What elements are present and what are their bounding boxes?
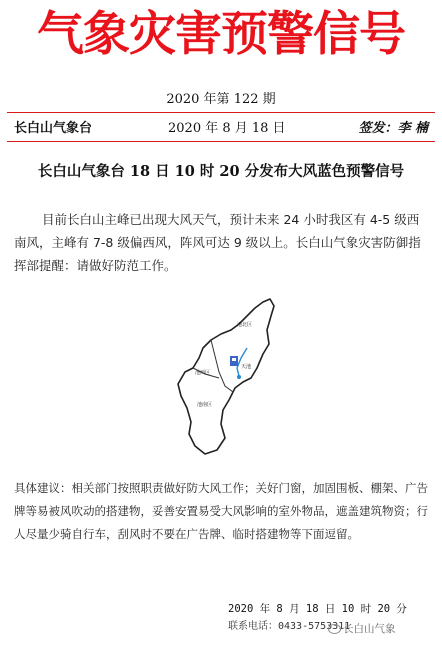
header-divider-bottom [7,141,435,142]
region-outline [178,299,274,454]
label-north: 池北区 [237,322,253,328]
watermark [328,621,396,636]
region-map [175,296,280,461]
wechat-icon [328,624,341,634]
signer: 签发：李 楠 [358,121,428,136]
issue-date: 2020 年 8 月 18 日 [168,121,286,136]
label-west: 池西区 [195,370,211,376]
warning-headline: 气象灾害预警信号 [37,7,405,62]
publish-time: 2020 年 8 月 18 日 10 时 20 分 [228,603,407,615]
issue-number: 2020 年第 122 期 [166,92,276,107]
city-dot-icon [237,375,241,379]
header-divider-top [7,112,435,113]
safety-suggestions: 具体建议：相关部门按照职责做好防大风工作；关好门窗，加固围板、棚架、广告牌等易被风吹动的搭建物，妥善安置易受大风影响的室外物品，遮盖建筑物资；行人尽量少骑自行车，刮风时不要在广告牌、临时搭建物等下面逗留。 [14,481,428,541]
bureau-name: 长白山气象台 [14,121,93,136]
label-south: 池南区 [197,402,213,408]
warning-body: 目前长白山主峰已出现大风天气，预计未来 24 小时我区有 4-5 级西南风，主峰有 7-8 级偏西风，阵风可达 9 级以上。长白山气象灾害防御指挥部提醒：请做好防范工作。 [14,212,421,273]
station-marker-icon-inner [232,358,236,361]
watermark-text: 长白山气象 [343,623,396,635]
label-city: 天池 [241,364,252,370]
warning-title: 长白山气象台 18 日 10 时 20 分发布大风蓝色预警信号 [37,163,405,180]
contact-phone: 联系电话：0433-5753311 [228,621,351,632]
